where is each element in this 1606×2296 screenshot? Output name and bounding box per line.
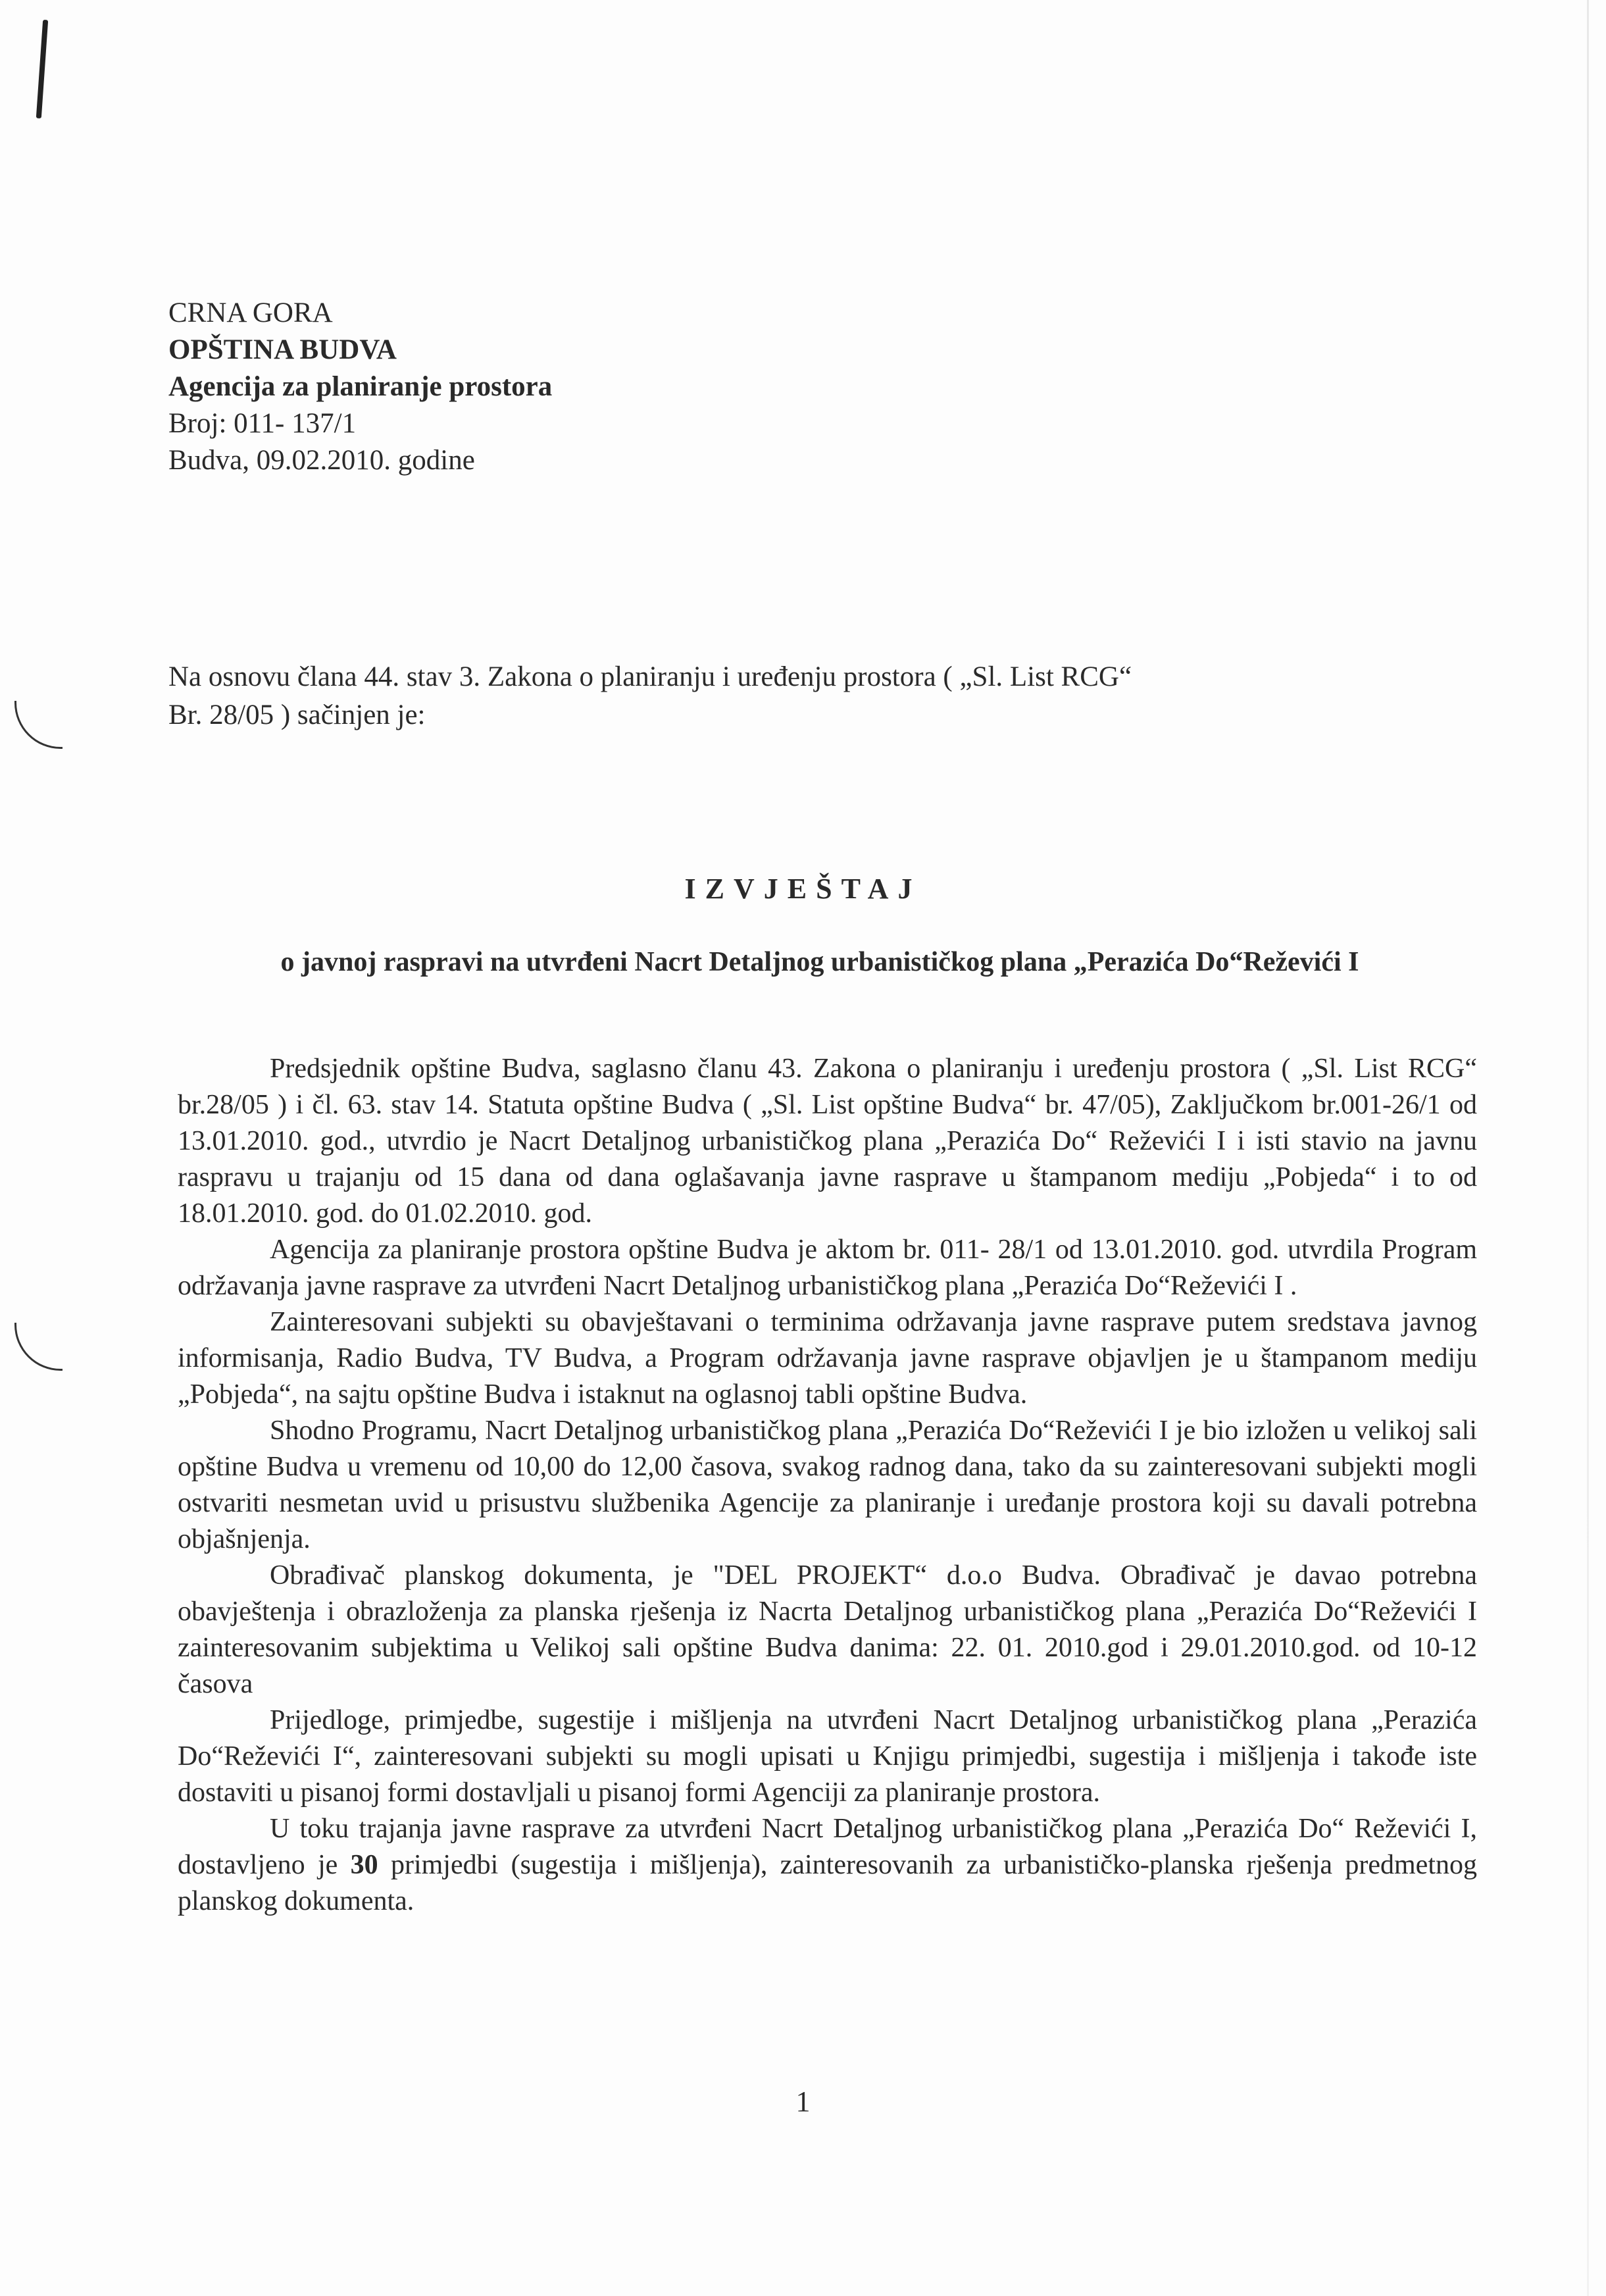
body-paragraph: Zainteresovani subjekti su obavještavani o terminima održavanja javne rasprave putem sredstava javnog informisanja, Radio Budva, TV Budva, a Program održavanja javne rasprave objavljen je u štampanom mediju „Pobjeda“, na sajtu opštine Budva i istaknut na oglasnoj tabli opštine Budva. xyxy=(178,1307,1477,1410)
body-paragraph: Agencija za planiranje prostora opštine Budva je aktom br. 011- 28/1 od 13.01.2010. god. utvrdila Program održavanja javne rasprave za utvrđeni Nacrt Detaljnog urbanističkog plana „Perazića Do“Reževići I . xyxy=(178,1235,1477,1301)
document-date: Budva, 09.02.2010. godine xyxy=(168,445,475,476)
page-number: 1 xyxy=(795,2085,811,2118)
final-text-start: U toku trajanja javne rasprave za utvrđeni Nacrt Detaljnog urbanističkog plana „Perazića Do“ Reževići I, dostavljeno je xyxy=(178,1814,1477,1880)
legal-basis xyxy=(168,658,1287,734)
report-body xyxy=(178,1051,1477,1920)
body-paragraph: Shodno Programu, Nacrt Detaljnog urbanističkog plana „Perazića Do“Reževići I je bio izložen u velikoj sali opštine Budva u vremenu od 10,00 do 12,00 časova, svakog radnog dana, tako da su zainteresovani subjekti mogli ostvariti nesmetan uvid u prisustvu službenika Agencije za planiranje i uređanje prostora koji su davali potrebna objašnjenja. xyxy=(178,1416,1477,1554)
letterhead xyxy=(168,295,552,479)
document-subtitle: o javnoj raspravi na utvrđeni Nacrt Detaljnog urbanističkog plana „Perazića Do“Reževići I xyxy=(280,947,1359,977)
legal-basis-line: Br. 28/05 ) sačinjen je: xyxy=(168,700,426,730)
document-number: Broj: 011- 137/1 xyxy=(168,408,357,439)
punch-hole-arc xyxy=(14,701,63,749)
body-paragraph-final xyxy=(178,1811,1477,1920)
municipality-name: OPŠTINA BUDVA xyxy=(168,334,397,365)
body-paragraph: Predsjednik opštine Budva, saglasno članu 43. Zakona o planiranju i uređenju prostora ( „Sl. List RCG“ br.28/05 ) i čl. 63. stav 14. Statuta opštine Budva ( „Sl. List opštine Budva“ br. 47/05), Zaključkom br.001-26/1 od 13.01.2010. god., utvrdio je Nacrt Detaljnog urbanističkog plana „Perazića Do“ Reževići I i isti stavio na javnu raspravu u trajanju od 15 dana od dana oglašavanja javne rasprave u štampanom mediju „Pobjeda“ i to od 18.01.2010. god. do 01.02.2010. god. xyxy=(178,1054,1477,1229)
document-title: IZVJEŠTAJ xyxy=(684,873,922,905)
objections-count: 30 xyxy=(350,1850,378,1880)
punch-hole-arc xyxy=(14,1323,63,1371)
body-paragraph: Obrađivač planskog dokumenta, je "DEL PROJEKT“ d.o.o Budva. Obrađivač je davao potrebna obavještenja i obrazloženja za planska rješenja iz Nacrta Detaljnog urbanističkog plana „Perazića Do“Reževići I zainteresovanim subjektima u Velikoj sali opštine Budva danima: 22. 01. 2010.god i 29.01.2010.god. od 10-12 časova xyxy=(178,1560,1477,1699)
body-paragraph: Prijedloge, primjedbe, sugestije i mišljenja na utvrđeni Nacrt Detaljnog urbanističkog plana „Perazića Do“Reževići I“, zainteresovani subjekti su mogli upisati u Knjigu primjedbi, sugestija i mišljenja i takođe iste dostaviti u pisanoj formi dostavljali u pisanoj formi Agenciji za planiranje prostora. xyxy=(178,1705,1477,1808)
scan-edge-line xyxy=(1587,0,1589,2296)
handwritten-slash-mark xyxy=(36,20,48,118)
agency-name: Agencija za planiranje prostora xyxy=(168,371,553,402)
country-name: CRNA GORA xyxy=(168,297,333,328)
final-text-end: primjedbi (sugestija i mišljenja), zainteresovanih za urbanističko-planska rješenja predmetnog planskog dokumenta. xyxy=(178,1850,1477,1916)
legal-basis-line: Na osnovu člana 44. stav 3. Zakona o planiranju i uređenju prostora ( „Sl. List RCG“ xyxy=(168,661,1132,692)
